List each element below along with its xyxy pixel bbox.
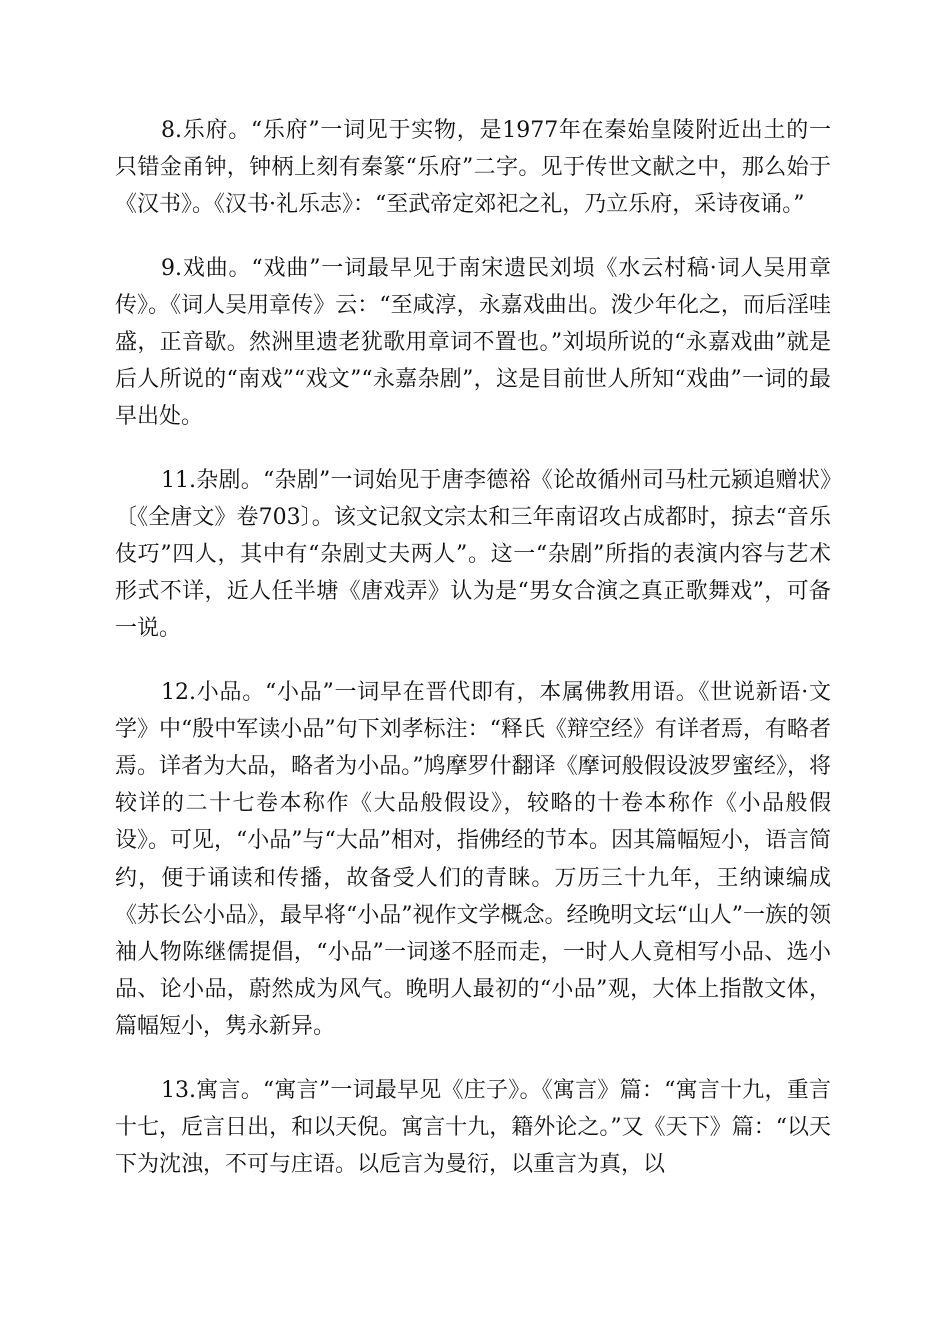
paragraph-xiaopin: 12.小品。“小品”一词早在晋代即有，本属佛教用语。《世说新语·文学》中“殷中军读小品”句下刘孝标注：“释氏《辩空经》有详者焉，有略者焉。详者为大品，略者为小品。”鸠摩罗什翻译《摩诃般假设波罗蜜经》，将较详的二十七卷本称作《大品般假设》，较略的十卷本称作《小品般假设》。可见，“小品”与“大品”相对，指佛经的节本。因其篇幅短小，语言简约，便于诵读和传播，故备受人们的青睐。万历三十九年，王纳谏编成《苏长公小品》，最早将“小品”视作文学概念。经晚明文坛“山人”一族的领袖人物陈继儒提倡，“小品”一词遂不胫而走，一时人人竟相写小品、选小品、论小品，蔚然成为风气。晚明人最初的“小品”观，大体上指散文体，篇幅短小，隽永新异。 — [115, 679, 831, 1040]
document-body — [115, 112, 831, 1183]
paragraph-yuyan: 13.寓言。“寓言”一词最早见《庄子》。《寓言》篇：“寓言十九，重言十七，卮言日出，和以天倪。寓言十九，籍外论之。”又《天下》篇：“以天下为沈浊，不可与庄语。以卮言为曼衍，以重言为真，以 — [115, 1077, 831, 1178]
paragraph-zaju: 11.杂剧。“杂剧”一词始见于唐李德裕《论故循州司马杜元颍追赠状》〔《全唐文》卷703〕。该文记叙文宗太和三年南诏攻占成都时，掠去“音乐伎巧”四人，其中有“杂剧丈夫两人”。这一“杂剧”所指的表演内容与艺术形式不详，近人任半塘《唐戏弄》认为是“男女合演之真正歌舞戏”，可备一说。 — [115, 467, 831, 642]
paragraph-yuefu: 8.乐府。“乐府”一词见于实物，是1977年在秦始皇陵附近出土的一只错金甬钟，钟柄上刻有秦篆“乐府”二字。见于传世文献之中，那么始于《汉书》。《汉书·礼乐志》：“至武帝定郊祀之礼，乃立乐府，采诗夜诵。” — [115, 118, 831, 218]
paragraph-xiqu: 9.戏曲。“戏曲”一词最早见于南宋遗民刘埙《水云村稿·词人吴用章传》。《词人吴用章传》云：“至咸淳，永嘉戏曲出。泼少年化之，而后淫哇盛，正音歇。然洲里遗老犹歌用章词不置也。”刘埙所说的“永嘉戏曲”就是后人所说的“南戏”“戏文”“永嘉杂剧”，这是目前世人所知“戏曲”一词的最早出处。 — [115, 255, 831, 430]
